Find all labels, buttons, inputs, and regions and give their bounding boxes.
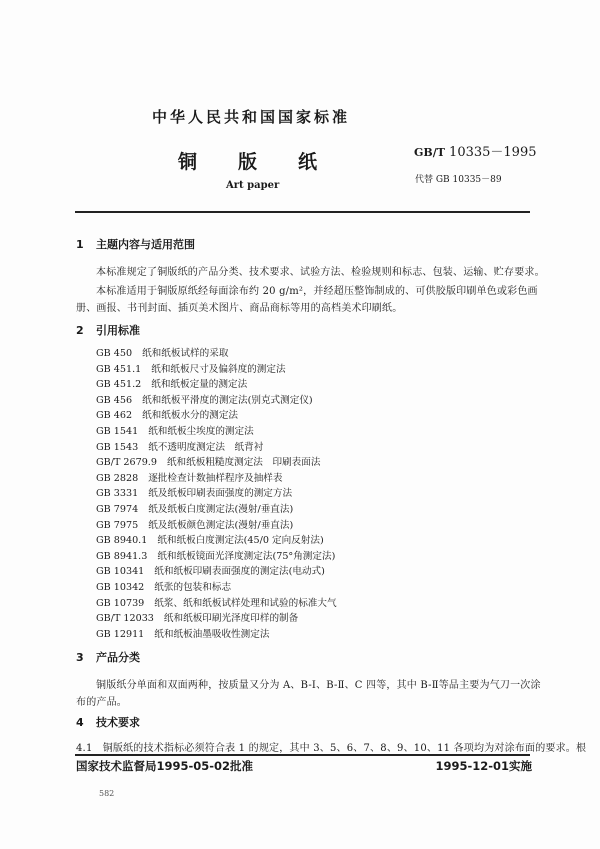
section-title: 主题内容与适用范围 (96, 238, 195, 251)
reference-title: 纸和纸板水分的测定法 (142, 410, 239, 422)
section-number: 2 (76, 324, 84, 337)
reference-title: 纸浆、纸和纸板试样处理和试验的标准大气 (154, 597, 337, 609)
section-title: 引用标准 (96, 324, 140, 337)
reference-title: 纸和纸板镜面光泽度测定法(75°角测定法) (157, 550, 336, 562)
reference-item (96, 579, 231, 593)
reference-title: 纸和纸板油墨吸收性测定法 (154, 628, 270, 640)
approval-date: 国家技术监督局1995-05-02批准 (76, 759, 254, 773)
reference-title: 纸和纸板粗糙度测定法 印刷表面法 (166, 457, 321, 469)
reference-code: GB 450 (96, 348, 133, 359)
reference-title: 纸和纸板印刷表面强度的测定法(电动式) (154, 566, 325, 578)
reference-code: GB 451.1 (96, 363, 142, 375)
reference-code: GB 10341 (96, 566, 145, 578)
reference-title: 纸及纸板白度测定法(漫射/垂直法) (148, 504, 294, 515)
reference-title: 纸不透明度测定法 纸背衬 (148, 441, 264, 453)
reference-item (96, 610, 298, 624)
reference-item (96, 345, 228, 359)
reference-code: GB/T 12033 (96, 613, 154, 625)
section-title: 产品分类 (96, 651, 140, 664)
reference-item (96, 532, 324, 546)
section-number: 1 (76, 238, 84, 251)
section-title: 技术要求 (96, 716, 140, 729)
reference-title: 纸和纸板尘埃度的测定法 (148, 426, 254, 437)
reference-item (96, 454, 320, 468)
reference-item (96, 439, 263, 453)
reference-title: 纸和纸板尺寸及偏斜度的测定法 (151, 363, 286, 375)
reference-item (96, 548, 335, 562)
code-number: 10335－1995 (449, 145, 537, 160)
section-heading (76, 649, 140, 665)
reference-code: GB 7975 (96, 519, 139, 531)
header-divider (75, 211, 530, 213)
reference-code: GB 10739 (96, 597, 145, 609)
page-number: 582 (99, 789, 115, 798)
reference-title: 纸张的包装和标志 (154, 582, 232, 593)
paragraph: 布的产品。 (76, 697, 127, 708)
reference-title: 纸和纸板试样的采取 (142, 348, 229, 359)
section-number: 3 (76, 651, 84, 664)
reference-code: GB 8940.1 (96, 535, 148, 547)
document-title: 铜 版 纸 (178, 151, 329, 173)
reference-code: GB 1541 (96, 426, 139, 437)
reference-code: GB 12911 (96, 628, 145, 640)
document-title-english: Art paper (226, 180, 280, 191)
section-heading (76, 714, 140, 730)
reference-item (96, 595, 337, 609)
reference-code: GB 2828 (96, 472, 139, 484)
reference-title: 纸和纸板定量的测定法 (151, 379, 248, 391)
reference-title: 纸及纸板印刷表面强度的测定方法 (148, 488, 293, 500)
reference-item (96, 392, 313, 406)
reference-item (96, 407, 238, 421)
reference-code: GB 7974 (96, 504, 139, 515)
reference-title: 逐批检查计数抽样程序及抽样表 (148, 472, 283, 484)
reference-title: 纸和纸板平滑度的测定法(别克式测定仪) (142, 394, 313, 406)
reference-item (96, 361, 286, 375)
paragraph: 册、画报、书刊封面、插页美术图片、商品商标等用的高档美术印刷纸。 (76, 303, 403, 314)
reference-code: GB 456 (96, 394, 133, 406)
reference-item (96, 501, 293, 515)
section-number: 4 (76, 716, 84, 729)
reference-code: GB/T 2679.9 (96, 457, 157, 469)
paragraph: 4.1 铜版纸的技术指标必须符合表 1 的规定，其中 3、5、6、7、8、9、10、11 各项均为对涂布面的要求。根 (76, 743, 587, 754)
reference-item (96, 626, 269, 640)
reference-item (96, 423, 254, 437)
reference-code: GB 1543 (96, 441, 139, 453)
paragraph: 本标准规定了铜版纸的产品分类、技术要求、试验方法、检验规则和标志、包装、运输、贮存要求。 (96, 267, 545, 278)
effective-date: 1995-12-01实施 (435, 759, 532, 773)
reference-title: 纸和纸板白度测定法(45/0 定向反射法) (157, 535, 324, 547)
reference-item (96, 563, 325, 577)
section-heading (76, 236, 195, 252)
reference-title: 纸和纸板印刷光泽度印样的制备 (163, 613, 299, 625)
replaces-note: 代替 GB 10335－89 (415, 175, 502, 185)
paragraph: 铜版纸分单面和双面两种，按质量又分为 A、B-Ⅰ、B-Ⅱ、C 四等，其中 B-Ⅱ等品主要为气刀一次涂 (96, 680, 541, 691)
reference-code: GB 10342 (96, 582, 145, 593)
reference-item (96, 517, 293, 531)
paragraph: 本标准适用于铜版原纸经每面涂布约 20 g/m²，并经超压整饰制成的、可供胶版印刷单色或彩色画 (96, 286, 538, 297)
reference-code: GB 451.2 (96, 379, 142, 391)
reference-code: GB 8941.3 (96, 550, 148, 562)
national-standard-heading: 中华人民共和国国家标准 (152, 108, 351, 126)
section-heading (76, 322, 140, 338)
code-prefix: GB/T (414, 146, 445, 159)
reference-item (96, 485, 292, 499)
standard-code (414, 141, 537, 160)
reference-item (96, 470, 283, 484)
reference-item (96, 376, 247, 390)
reference-title: 纸及纸板颜色测定法(漫射/垂直法) (148, 519, 294, 531)
reference-code: GB 462 (96, 410, 133, 422)
footer-divider (75, 754, 530, 756)
reference-code: GB 3331 (96, 488, 139, 500)
